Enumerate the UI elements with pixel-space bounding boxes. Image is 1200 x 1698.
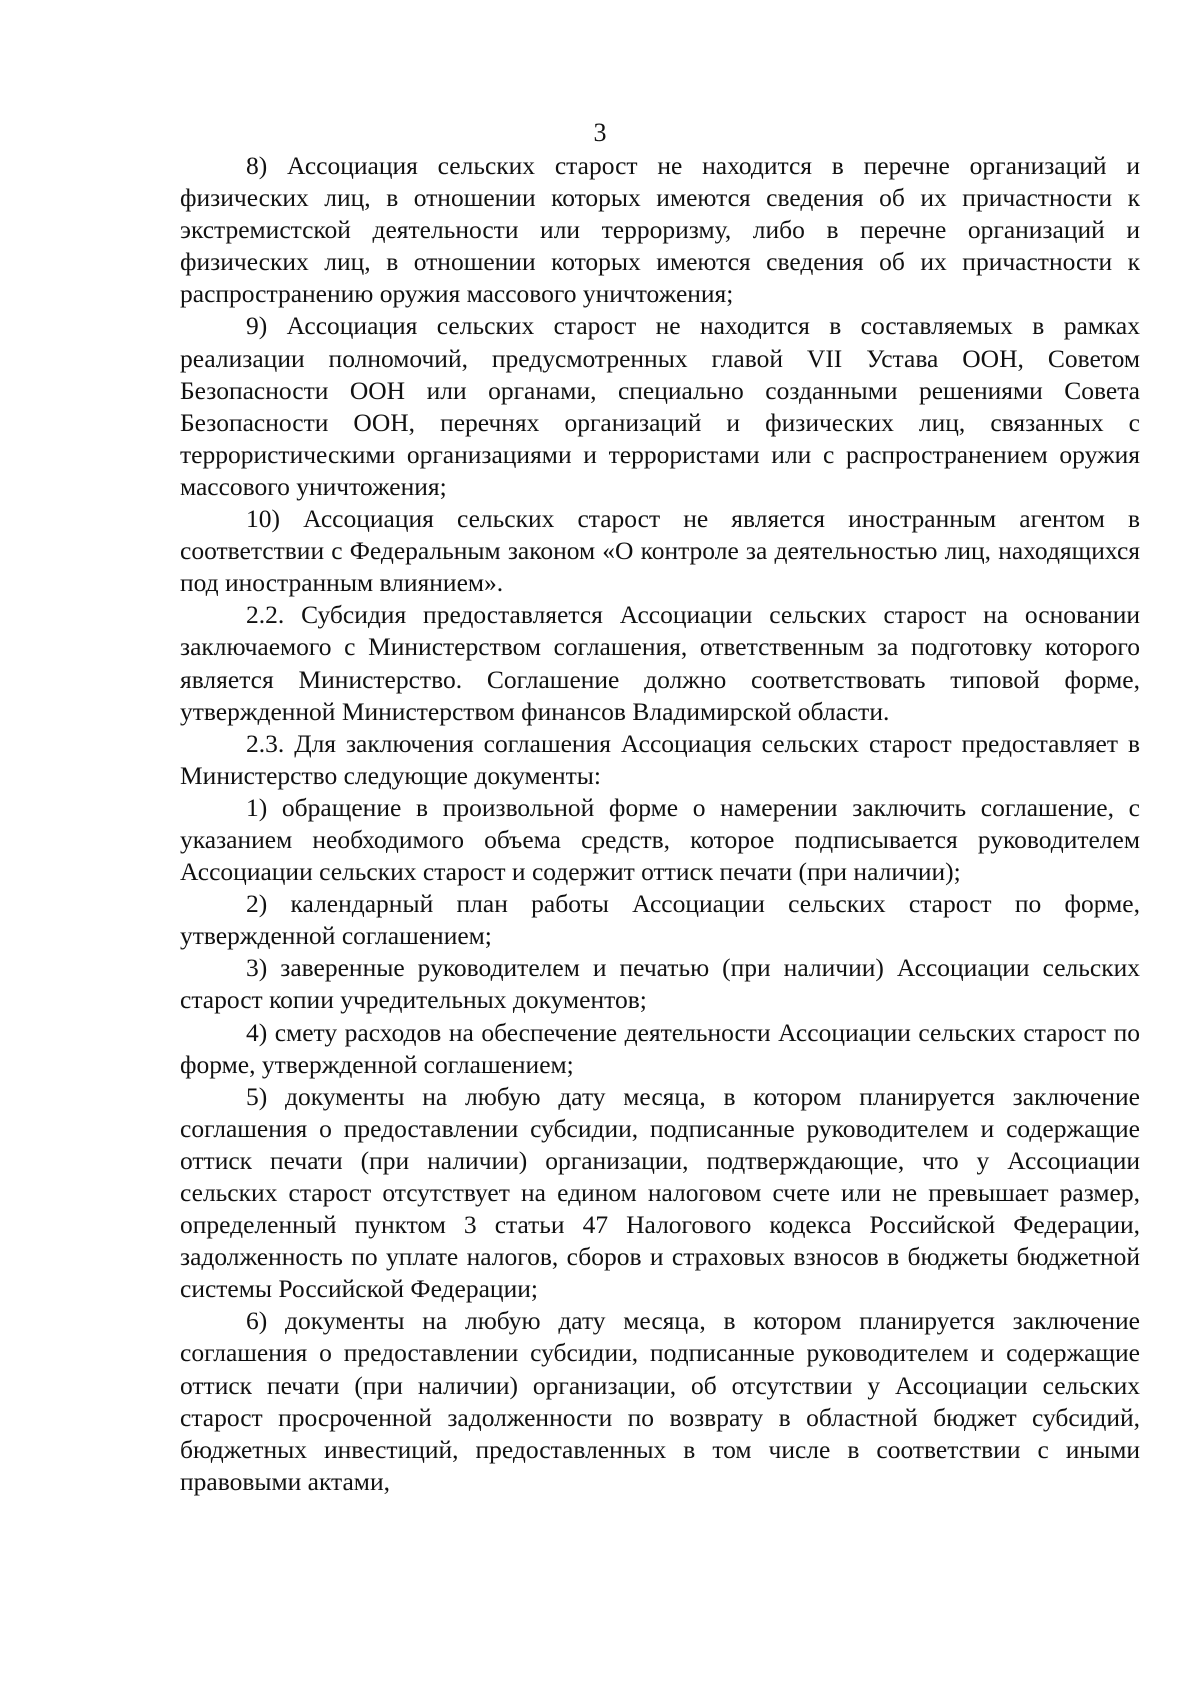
paragraph-doc-6: 6) документы на любую дату месяца, в котором планируется заключение соглашения о предоставлении субсидии, подписанные руководителем и содержащие оттиск печати (при наличии) организации, об отсутствии у Ассоциации сельских старост просроченной задолженности по возврату в областной бюджет субсидий, бюджетных инвестиций, предоставленных в том числе в соответствии с иными правовыми актами, [180, 1306, 1140, 1496]
page-number: 3 [593, 118, 607, 147]
paragraph-doc-2: 2) календарный план работы Ассоциации сельских старост по форме, утвержденной соглашением; [180, 889, 1140, 951]
paragraph-doc-5: 5) документы на любую дату месяца, в котором планируется заключение соглашения о предоставлении субсидии, подписанные руководителем и содержащие оттиск печати (при наличии) организации, подтверждающие, что у Ассоциации сельских старост отсутствует на едином налоговом счете или не превышает размер, определенный пунктом 3 статьи 47 Налогового кодекса Российской Федерации, задолженность по уплате налогов, сборов и страховых взносов в бюджеты бюджетной системы Российской Федерации; [180, 1081, 1140, 1304]
paragraph-doc-3: 3) заверенные руководителем и печатью (при наличии) Ассоциации сельских старост копии учредительных документов; [180, 953, 1140, 1015]
paragraph-doc-1: 1) обращение в произвольной форме о намерении заключить соглашение, с указанием необходимого объема средств, которое подписывается руководителем Ассоциации сельских старост и содержит оттиск печати (при наличии); [180, 792, 1140, 887]
document-body [180, 150, 1140, 1498]
paragraph-clause-2-2: 2.2. Субсидия предоставляется Ассоциации сельских старост на основании заключаемого с Министерством соглашения, ответственным за подготовку которого является Министерство. Соглашение должно соответствовать типовой форме, утвержденной Министерством финансов Владимирской области. [180, 600, 1140, 726]
paragraph-item-8: 8) Ассоциация сельских старост не находится в перечне организаций и физических лиц, в отношении которых имеются сведения об их причастности к экстремистской деятельности или терроризму, либо в перечне организаций и физических лиц, в отношении которых имеются сведения об их причастности к распространению оружия массового уничтожения; [180, 151, 1140, 309]
paragraph-clause-2-3: 2.3. Для заключения соглашения Ассоциация сельских старост предоставляет в Министерство следующие документы: [180, 728, 1140, 790]
paragraph-doc-4: 4) смету расходов на обеспечение деятельности Ассоциации сельских старост по форме, утвержденной соглашением; [180, 1017, 1140, 1079]
paragraph-item-9: 9) Ассоциация сельских старост не находится в составляемых в рамках реализации полномочий, предусмотренных главой VII Устава ООН, Советом Безопасности ООН или органами, специально созданными решениями Совета Безопасности ООН, перечнях организаций и физических лиц, связанных с террористическими организациями и террористами или с распространением оружия массового уничтожения; [180, 311, 1140, 501]
paragraph-item-10: 10) Ассоциация сельских старост не является иностранным агентом в соответствии с Федеральным законом «О контроле за деятельностью лиц, находящихся под иностранным влиянием». [180, 504, 1140, 598]
